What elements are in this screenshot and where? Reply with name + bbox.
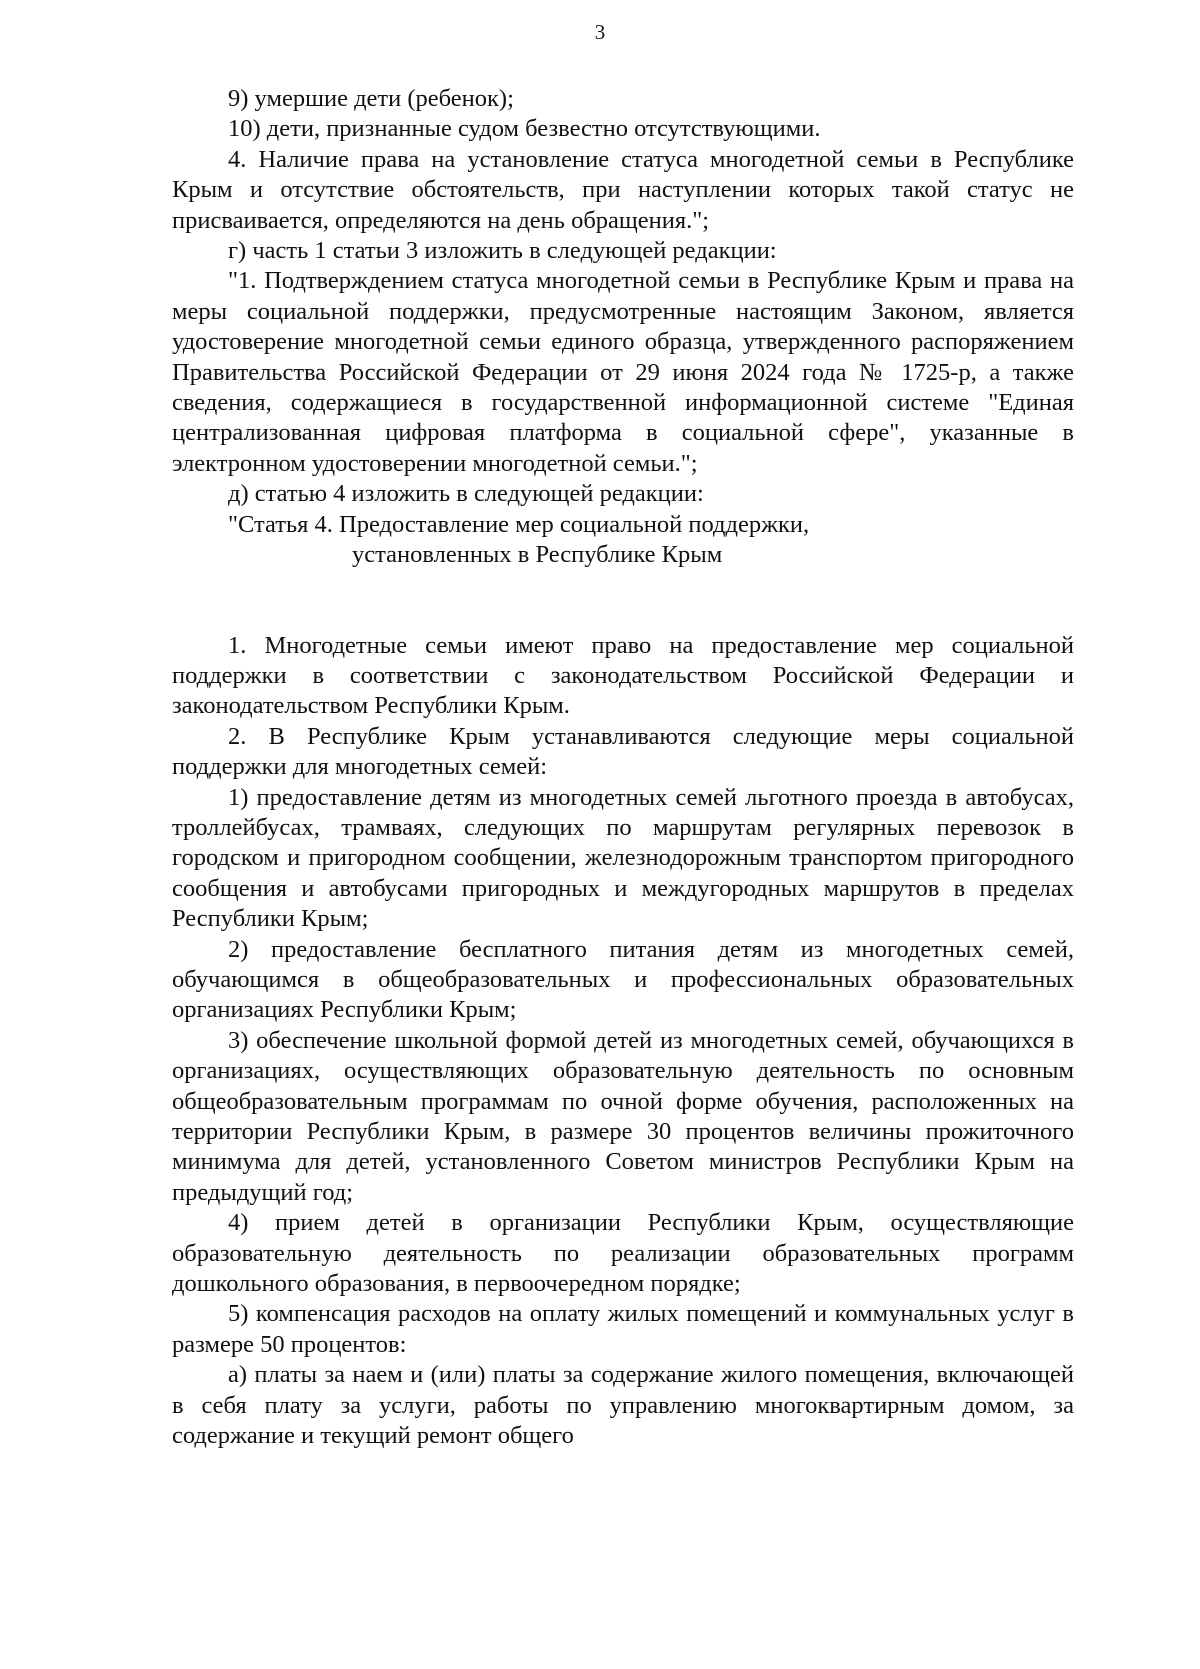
article-3-part-1-text: "1. Подтверждением статуса многодетной семьи в Республике Крым и права на меры социальной поддержки, предусмотренные настоящим Законом, является удостоверение многодетной семьи единого образца, утвержденного распоряжением Правительства Российской Федерации от 29 июня 2024 года № 1725-р, а также сведения, содержащиеся в государственной информационной системе "Единая централизованная цифровая платформа в социальной сфере", указанные в электронном удостоверении многодетной семьи.";	[172, 267, 1074, 477]
measure-4-preschool: 4) прием детей в организации Республики Крым, осуществляющие образовательную деятельность по реализации образовательных программ дошкольного образования, в первоочередном порядке;	[172, 1209, 1074, 1298]
amendment-g: г) часть 1 статьи 3 изложить в следующей редакции:	[228, 237, 777, 265]
page-number: 3	[594, 20, 606, 44]
article-4-heading-line2: установленных в Республике Крым	[352, 541, 723, 569]
heading-spacer	[172, 571, 1074, 631]
article-4-heading-line1: "Статья 4. Предоставление мер социальной поддержки,	[228, 510, 810, 538]
article-4-part-2: 2. В Республике Крым устанавливаются следующие меры социальной поддержки для многодетных семей:	[172, 722, 1074, 781]
amendment-d: д) статью 4 изложить в следующей редакции:	[228, 480, 704, 508]
measure-1-transport: 1) предоставление детям из многодетных семей льготного проезда в автобусах, троллейбусах, трамваях, следующих по маршрутам регулярных перевозок в городском и пригородном сообщении, железнодорожным транспортом пригородного сообщения и автобусами пригородных и междугородных маршрутов в пределах Республики Крым;	[172, 783, 1074, 933]
measure-5-housing-compensation: 5) компенсация расходов на оплату жилых помещений и коммунальных услуг в размере 50 процентов:	[172, 1300, 1074, 1358]
subitem-a-rent: а) платы за наем и (или) платы за содержание жилого помещения, включающей в себя плату за услуги, работы по управлению многоквартирным домом, за содержание и текущий ремонт общего	[172, 1361, 1074, 1450]
document-body	[172, 84, 1074, 1451]
list-item-10: 10) дети, признанные судом безвестно отсутствующими.	[228, 115, 821, 143]
list-item-9: 9) умершие дети (ребенок);	[228, 85, 514, 112]
measure-2-meals: 2) предоставление бесплатного питания детям из многодетных семей, обучающимся в общеобразовательных и профессиональных образовательных организациях Республики Крым;	[172, 935, 1074, 1024]
article-4-heading	[172, 510, 1074, 571]
article-4-part-1: 1. Многодетные семьи имеют право на предоставление мер социальной поддержки в соответствии с законодательством Российской Федерации и законодательством Республики Крым.	[172, 631, 1074, 720]
measure-3-school-uniform: 3) обеспечение школьной формой детей из многодетных семей, обучающихся в организациях, осуществляющих образовательную деятельность по основным общеобразовательным программам по очной форме обучения, расположенных на территории Республики Крым, в размере 30 процентов величины прожиточного минимума для детей, установленного Советом министров Республики Крым на предыдущий год;	[172, 1026, 1074, 1206]
paragraph-4-status-rights: 4. Наличие права на установление статуса многодетной семьи в Республике Крым и отсутствие обстоятельств, при наступлении которых такой статус не присваивается, определяются на день обращения.";	[172, 145, 1074, 234]
